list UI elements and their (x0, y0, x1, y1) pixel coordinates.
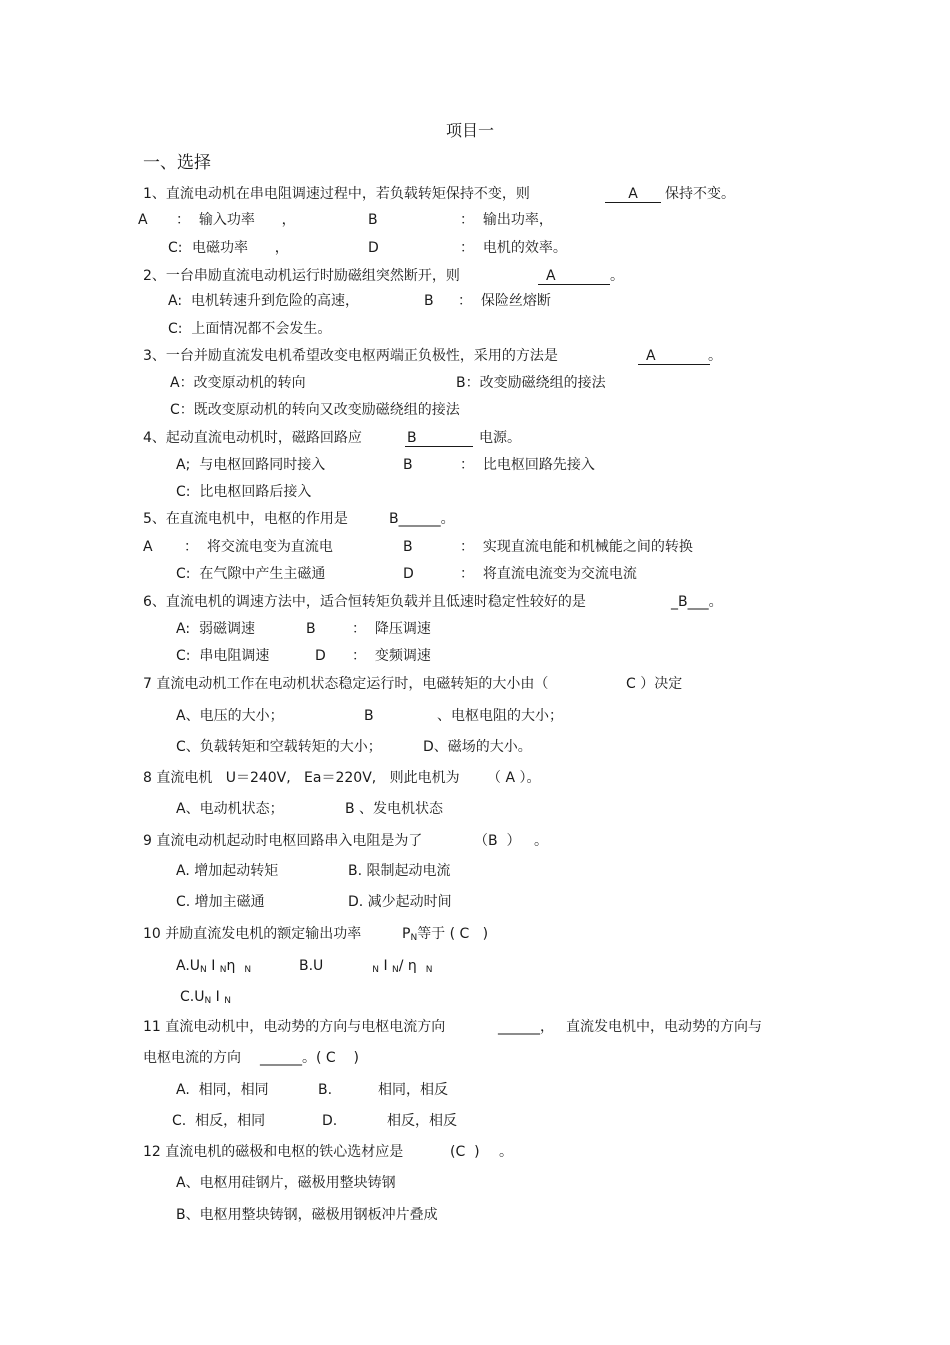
option-d-label: D (403, 566, 414, 582)
question-1-tail: 保持不变。 (665, 186, 735, 202)
question-4-answer (405, 429, 473, 447)
question-4-tail: 电源。 (479, 430, 521, 446)
option-a-text: A、电动机状态； (176, 801, 284, 817)
option-b-text: 、电枢电阻的大小； (437, 708, 563, 724)
option-a-text: A、电压的大小； (176, 708, 284, 724)
subscript: N (224, 996, 231, 1006)
question-12-stem: 12 直流电机的磁极和电枢的铁心选材应是 (143, 1144, 404, 1160)
answer-blank: A (638, 348, 710, 365)
question-11-stem: 11 直流电动机中，电动势的方向与电枢电流方向 (143, 1019, 446, 1035)
question-10-stem: 10 并励直流发电机的额定输出功率 (143, 926, 362, 942)
subscript: N (425, 965, 433, 975)
formula-part: η (226, 958, 236, 974)
option-d-text: D. 减少起动时间 (348, 894, 452, 910)
option-b-label: B (403, 457, 413, 473)
question-2-tail: 。 (610, 268, 624, 284)
question-10-answer: 等于 ( C ) (417, 926, 489, 942)
option-b-text: B 、发电机状态 (345, 801, 444, 817)
option-a-formula (176, 957, 251, 979)
option-b-text: B. 限制起动电流 (348, 863, 451, 879)
option-b-label: B (368, 212, 378, 228)
subscript: N (200, 965, 207, 975)
option-a-text: A：改变原动机的转向 (170, 375, 306, 391)
option-c-text: C: 串电阻调速 (176, 648, 270, 664)
formula-part: I (206, 958, 220, 974)
section-heading: 一、选择 (143, 153, 211, 173)
option-d-label: D (368, 240, 379, 256)
formula-part: / η (398, 958, 417, 974)
subscript: N (204, 996, 212, 1006)
option-c-text: C、负载转矩和空载转矩的大小； (176, 739, 382, 755)
option-c-text: C: 上面情况都不会发生。 (168, 321, 332, 337)
subscript: N (219, 965, 227, 975)
option-c-formula (180, 988, 231, 1010)
formula-part: I (211, 989, 225, 1005)
subscript: N (244, 965, 252, 975)
option-b-text: B：改变励磁绕组的接法 (456, 375, 606, 391)
question-11-answer: ______。( C ) (260, 1050, 359, 1066)
rated-power-symbol (402, 925, 488, 947)
question-12-tail: 。 (499, 1144, 513, 1160)
formula-part: C.U (180, 989, 205, 1005)
option-b-text: ： 保险丝熔断 (458, 293, 551, 309)
option-b-formula (299, 957, 432, 979)
question-9-answer: （B ） (474, 833, 521, 849)
option-d-text: 相反，相反 (387, 1113, 457, 1129)
question-5-answer: B______。 (389, 511, 455, 527)
question-7-answer: C ）决定 (626, 676, 683, 692)
page-title: 项目一 (446, 121, 495, 140)
question-12-answer: (C ) (450, 1144, 480, 1160)
option-c-text: C：既改变原动机的转向又改变励磁绕组的接法 (170, 402, 460, 418)
question-4-stem: 4、起动直流电动机时，磁路回路应 (143, 430, 362, 446)
question-6-stem: 6、直流电机的调速方法中，适合恒转矩负载并且低速时稳定性较好的是 (143, 594, 586, 610)
option-b-text: ： 实现直流电能和机械能之间的转换 (460, 539, 693, 555)
option-b-text: ： 比电枢回路先接入 (460, 457, 595, 473)
question-11-blank-1: ______， (498, 1019, 554, 1035)
question-11-line-2: 电枢电流的方向 (143, 1050, 241, 1066)
option-a-text: ： 输入功率 ， (176, 212, 296, 228)
power-symbol: P (402, 926, 411, 942)
formula-part: A.U (176, 958, 201, 974)
option-d-label: D. (322, 1113, 338, 1129)
option-b-label: B (364, 708, 374, 724)
question-1-answer (605, 185, 661, 203)
option-b-text: B、电枢用整块铸钢，磁极用钢板冲片叠成 (176, 1207, 438, 1223)
answer-blank: A (605, 186, 661, 203)
subscript: N (410, 933, 418, 943)
option-c-text: 电磁功率 ， (192, 240, 289, 256)
question-8-stem: 8 直流电机 U＝240V, Ea＝220V, 则此电机为 (143, 770, 460, 786)
question-9-tail: 。 (534, 833, 548, 849)
option-c-text: C: 在气隙中产生主磁通 (176, 566, 326, 582)
option-a-text: A: 电机转速升到危险的高速， (168, 293, 359, 309)
option-a-text: A. 增加起动转矩 (176, 863, 279, 879)
formula-part: I (379, 958, 393, 974)
option-a-text: A; 与电枢回路同时接入 (176, 457, 326, 473)
option-b-label: B (306, 621, 316, 637)
option-a-text: A: 弱磁调速 (176, 621, 255, 637)
option-d-text: ： 电机的效率。 (460, 240, 567, 256)
option-a-text: ： 将交流电变为直流电 (184, 539, 333, 555)
option-d-text: ： 将直流电流变为交流电流 (460, 566, 637, 582)
subscript: N (372, 965, 379, 975)
option-d-label: D (315, 648, 326, 664)
question-6-answer: _B___。 (671, 594, 723, 610)
question-3-answer (638, 347, 710, 365)
option-a-label: A (138, 212, 148, 228)
option-a-text: A. 相同，相同 (176, 1082, 269, 1098)
option-b-label: B (424, 293, 434, 309)
option-a-label: A (143, 539, 153, 555)
question-5-stem: 5、在直流电机中，电枢的作用是 (143, 511, 348, 527)
option-c-label: C: (168, 240, 183, 256)
option-b-text: 相同，相反 (378, 1082, 448, 1098)
option-b-text: ： 降压调速 (352, 621, 431, 637)
option-b-label: B (403, 539, 413, 555)
question-7-stem: 7 直流电动机工作在电动机状态稳定运行时，电磁转矩的大小由（ (143, 676, 549, 692)
option-b-text: ： 输出功率， (460, 212, 553, 228)
option-d-text: ： 变频调速 (352, 648, 431, 664)
question-3-tail: 。 (708, 348, 722, 364)
question-3-stem: 3、一台并励直流发电机希望改变电枢两端正负极性，采用的方法是 (143, 348, 558, 364)
formula-part: B.U (299, 958, 324, 974)
answer-blank: B (405, 430, 473, 447)
option-c-text: C: 比电枢回路后接入 (176, 484, 312, 500)
option-b-label: B. (318, 1082, 333, 1098)
answer-blank: A (538, 268, 610, 285)
option-a-text: A、电枢用硅钢片，磁极用整块铸钢 (176, 1175, 396, 1191)
question-8-answer: （ A ）。 (487, 770, 541, 786)
question-1-stem: 1、直流电动机在串电阻调速过程中，若负载转矩保持不变，则 (143, 186, 530, 202)
subscript: N (392, 965, 399, 975)
option-d-text: D、磁场的大小。 (423, 739, 532, 755)
question-9-stem: 9 直流电动机起动时电枢回路串入电阻是为了 (143, 833, 423, 849)
option-c-text: C. 相反，相同 (172, 1113, 266, 1129)
option-c-text: C. 增加主磁通 (176, 894, 265, 910)
question-2-stem: 2、一台串励直流电动机运行时励磁组突然断开，则 (143, 268, 460, 284)
question-2-answer (538, 267, 610, 285)
question-11-stem-2: 直流发电机中，电动势的方向与 (566, 1019, 762, 1035)
